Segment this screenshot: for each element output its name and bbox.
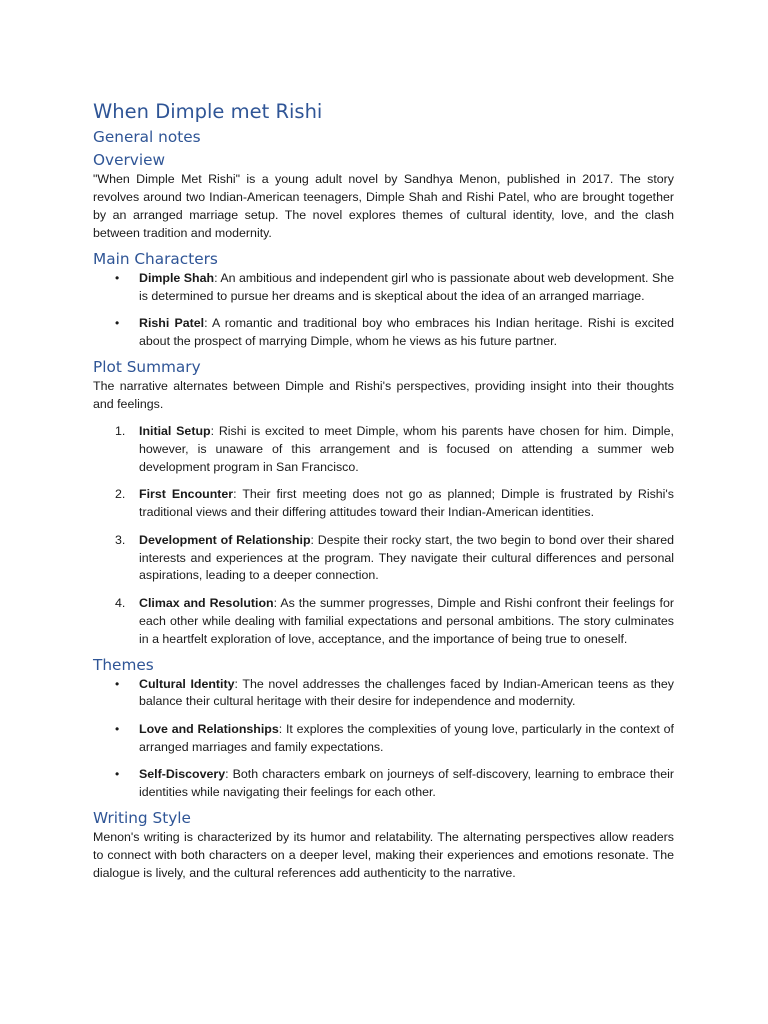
item-text: : Rishi is excited to meet Dimple, whom his parents have chosen for him. Dimple, however, is unaware of this arrangement and is focused on attending a summer web development program in San Francisco. <box>139 424 674 474</box>
item-number: 1. <box>115 424 126 439</box>
list-item <box>93 423 674 477</box>
item-text: : It explores the complexities of young love, particularly in the context of arranged marriages and family expectations. <box>139 721 674 754</box>
document-page <box>93 99 674 883</box>
item-term: Initial Setup <box>139 424 211 439</box>
item-term: Dimple Shah <box>139 270 215 285</box>
item-term: Cultural Identity <box>139 676 235 691</box>
list-item <box>93 270 674 306</box>
item-term: Development of Relationship <box>139 532 311 547</box>
list-item <box>93 766 674 802</box>
item-text: : As the summer progresses, Dimple and Rishi confront their feelings for each other while dealing with familial expectations and personal ambitions. The story culminates in a heartfelt exploration of love, acceptance, and the importance of being true to oneself. <box>139 595 675 646</box>
item-number: 3. <box>115 532 126 547</box>
item-text: : A romantic and traditional boy who embraces his Indian heritage. Rishi is excited about the prospect of marrying Dimple, whom he views as his future partner. <box>139 315 674 348</box>
themes-heading: Themes <box>93 655 154 674</box>
item-text: : An ambitious and independent girl who is passionate about web development. She is determined to pursue her dreams and is skeptical about the idea of an arranged marriage. <box>139 270 675 303</box>
general-notes-heading: General notes <box>93 128 201 146</box>
item-number: 4. <box>115 595 126 610</box>
list-item <box>93 315 674 351</box>
item-term: First Encounter <box>139 487 234 502</box>
bullet-icon: • <box>115 676 120 691</box>
list-item <box>93 486 674 522</box>
item-number: 2. <box>115 487 126 502</box>
plot-summary-heading: Plot Summary <box>93 357 201 376</box>
writing-style-paragraph: Menon's writing is characterized by its humor and relatability. The alternating perspectives allow readers to connect with both characters on a deeper level, making their experiences and emotions resonate. The dialogue is lively, and the cultural references add authenticity to the narrative. <box>93 829 674 880</box>
main-characters-heading: Main Characters <box>93 249 218 268</box>
item-text: : Both characters embark on journeys of self-discovery, learning to embrace their identities while navigating their feelings for each other. <box>139 767 674 800</box>
item-text: : Despite their rocky start, the two begin to bond over their shared interests and experiences at the program. They navigate their cultural differences and personal aspirations, leading to a deeper connection. <box>139 532 675 583</box>
list-item <box>93 532 674 586</box>
item-term: Self-Discovery <box>139 767 226 782</box>
plot-summary-list <box>93 423 674 648</box>
item-term: Love and Relationships <box>139 721 279 736</box>
list-item <box>93 676 674 712</box>
bullet-icon: • <box>115 767 120 782</box>
overview-heading: Overview <box>93 151 166 169</box>
main-characters-list <box>93 270 674 351</box>
document-title: When Dimple met Rishi <box>93 100 323 123</box>
plot-summary-intro: The narrative alternates between Dimple and Rishi's perspectives, providing insight into their thoughts and feelings. <box>93 378 674 411</box>
item-text: : Their first meeting does not go as planned; Dimple is frustrated by Rishi's traditional views and their differing attitudes toward their Indian-American identities. <box>139 487 674 520</box>
bullet-icon: • <box>115 315 120 330</box>
bullet-icon: • <box>115 721 120 736</box>
bullet-icon: • <box>115 270 120 285</box>
item-term: Rishi Patel <box>139 315 205 330</box>
overview-paragraph: "When Dimple Met Rishi" is a young adult novel by Sandhya Menon, published in 2017. The story revolves around two Indian-American teenagers, Dimple Shah and Rishi Patel, who are brought together by an arranged marriage setup. The novel explores themes of cultural identity, love, and the clash between tradition and modernity. <box>93 172 674 240</box>
item-text: : The novel addresses the challenges faced by Indian-American teens as they balance their cultural heritage with their desire for independence and modernity. <box>139 676 674 709</box>
item-term: Climax and Resolution <box>139 595 274 610</box>
themes-list <box>93 676 674 802</box>
list-item <box>93 595 674 649</box>
list-item <box>93 721 674 757</box>
writing-style-heading: Writing Style <box>93 808 191 827</box>
